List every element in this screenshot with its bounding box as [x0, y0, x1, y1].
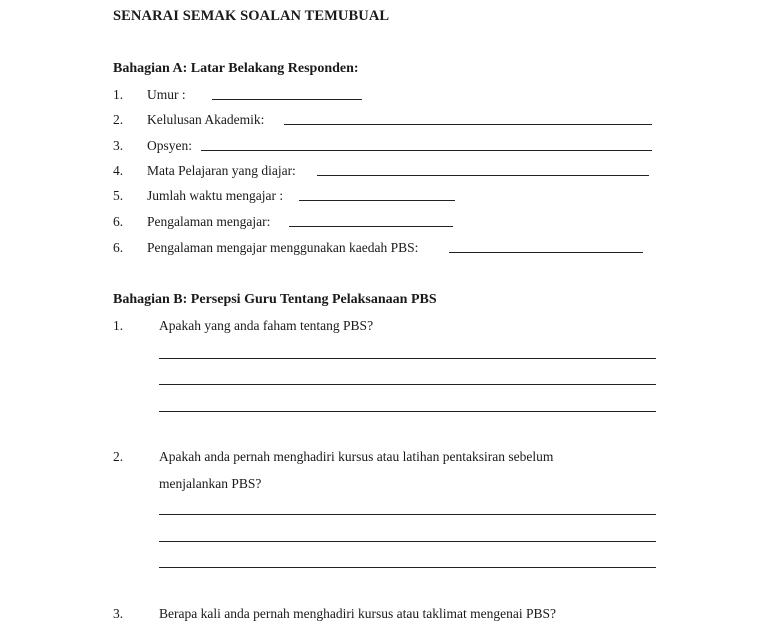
item-label: Umur : — [147, 87, 186, 102]
question-2-text-line-2: menjalankan PBS? — [159, 476, 262, 491]
answer-line — [289, 226, 453, 227]
answer-line — [159, 567, 656, 568]
answer-line — [159, 541, 656, 542]
document-title: SENARAI SEMAK SOALAN TEMUBUAL — [113, 8, 390, 24]
answer-line — [201, 150, 652, 151]
answer-line — [159, 384, 656, 385]
item-number: 2. — [113, 112, 124, 127]
question-2-text-line-1: Apakah anda pernah menghadiri kursus atau latihan pentaksiran sebelum — [159, 449, 554, 464]
item-number: 6. — [113, 240, 124, 255]
answer-line — [159, 358, 656, 359]
item-number: 5. — [113, 188, 124, 203]
section-b-heading: Bahagian B: Persepsi Guru Tentang Pelaksanaan PBS — [113, 292, 437, 307]
question-3-number: 3. — [113, 606, 124, 621]
item-label: Pengalaman mengajar: — [147, 214, 271, 229]
item-number: 4. — [113, 163, 124, 178]
answer-line — [299, 200, 455, 201]
question-3-text: Berapa kali anda pernah menghadiri kursus atau taklimat mengenai PBS? — [159, 606, 557, 621]
answer-line — [159, 411, 656, 412]
item-label: Jumlah waktu mengajar : — [147, 188, 284, 203]
item-number: 3. — [113, 138, 124, 153]
question-2-number: 2. — [113, 449, 124, 464]
item-label: Pengalaman mengajar menggunakan kaedah PBS: — [147, 240, 419, 255]
item-number: 6. — [113, 214, 124, 229]
answer-line — [159, 514, 656, 515]
answer-line — [317, 175, 649, 176]
answer-line — [449, 252, 643, 253]
question-1-number: 1. — [113, 318, 124, 333]
section-a-heading: Bahagian A: Latar Belakang Responden: — [113, 61, 359, 76]
item-number: 1. — [113, 87, 124, 102]
item-label: Kelulusan Akademik: — [147, 112, 265, 127]
question-1-text: Apakah yang anda faham tentang PBS? — [159, 318, 374, 333]
answer-line — [212, 99, 362, 100]
item-label: Opsyen: — [147, 138, 192, 153]
answer-line — [284, 124, 652, 125]
item-label: Mata Pelajaran yang diajar: — [147, 163, 296, 178]
